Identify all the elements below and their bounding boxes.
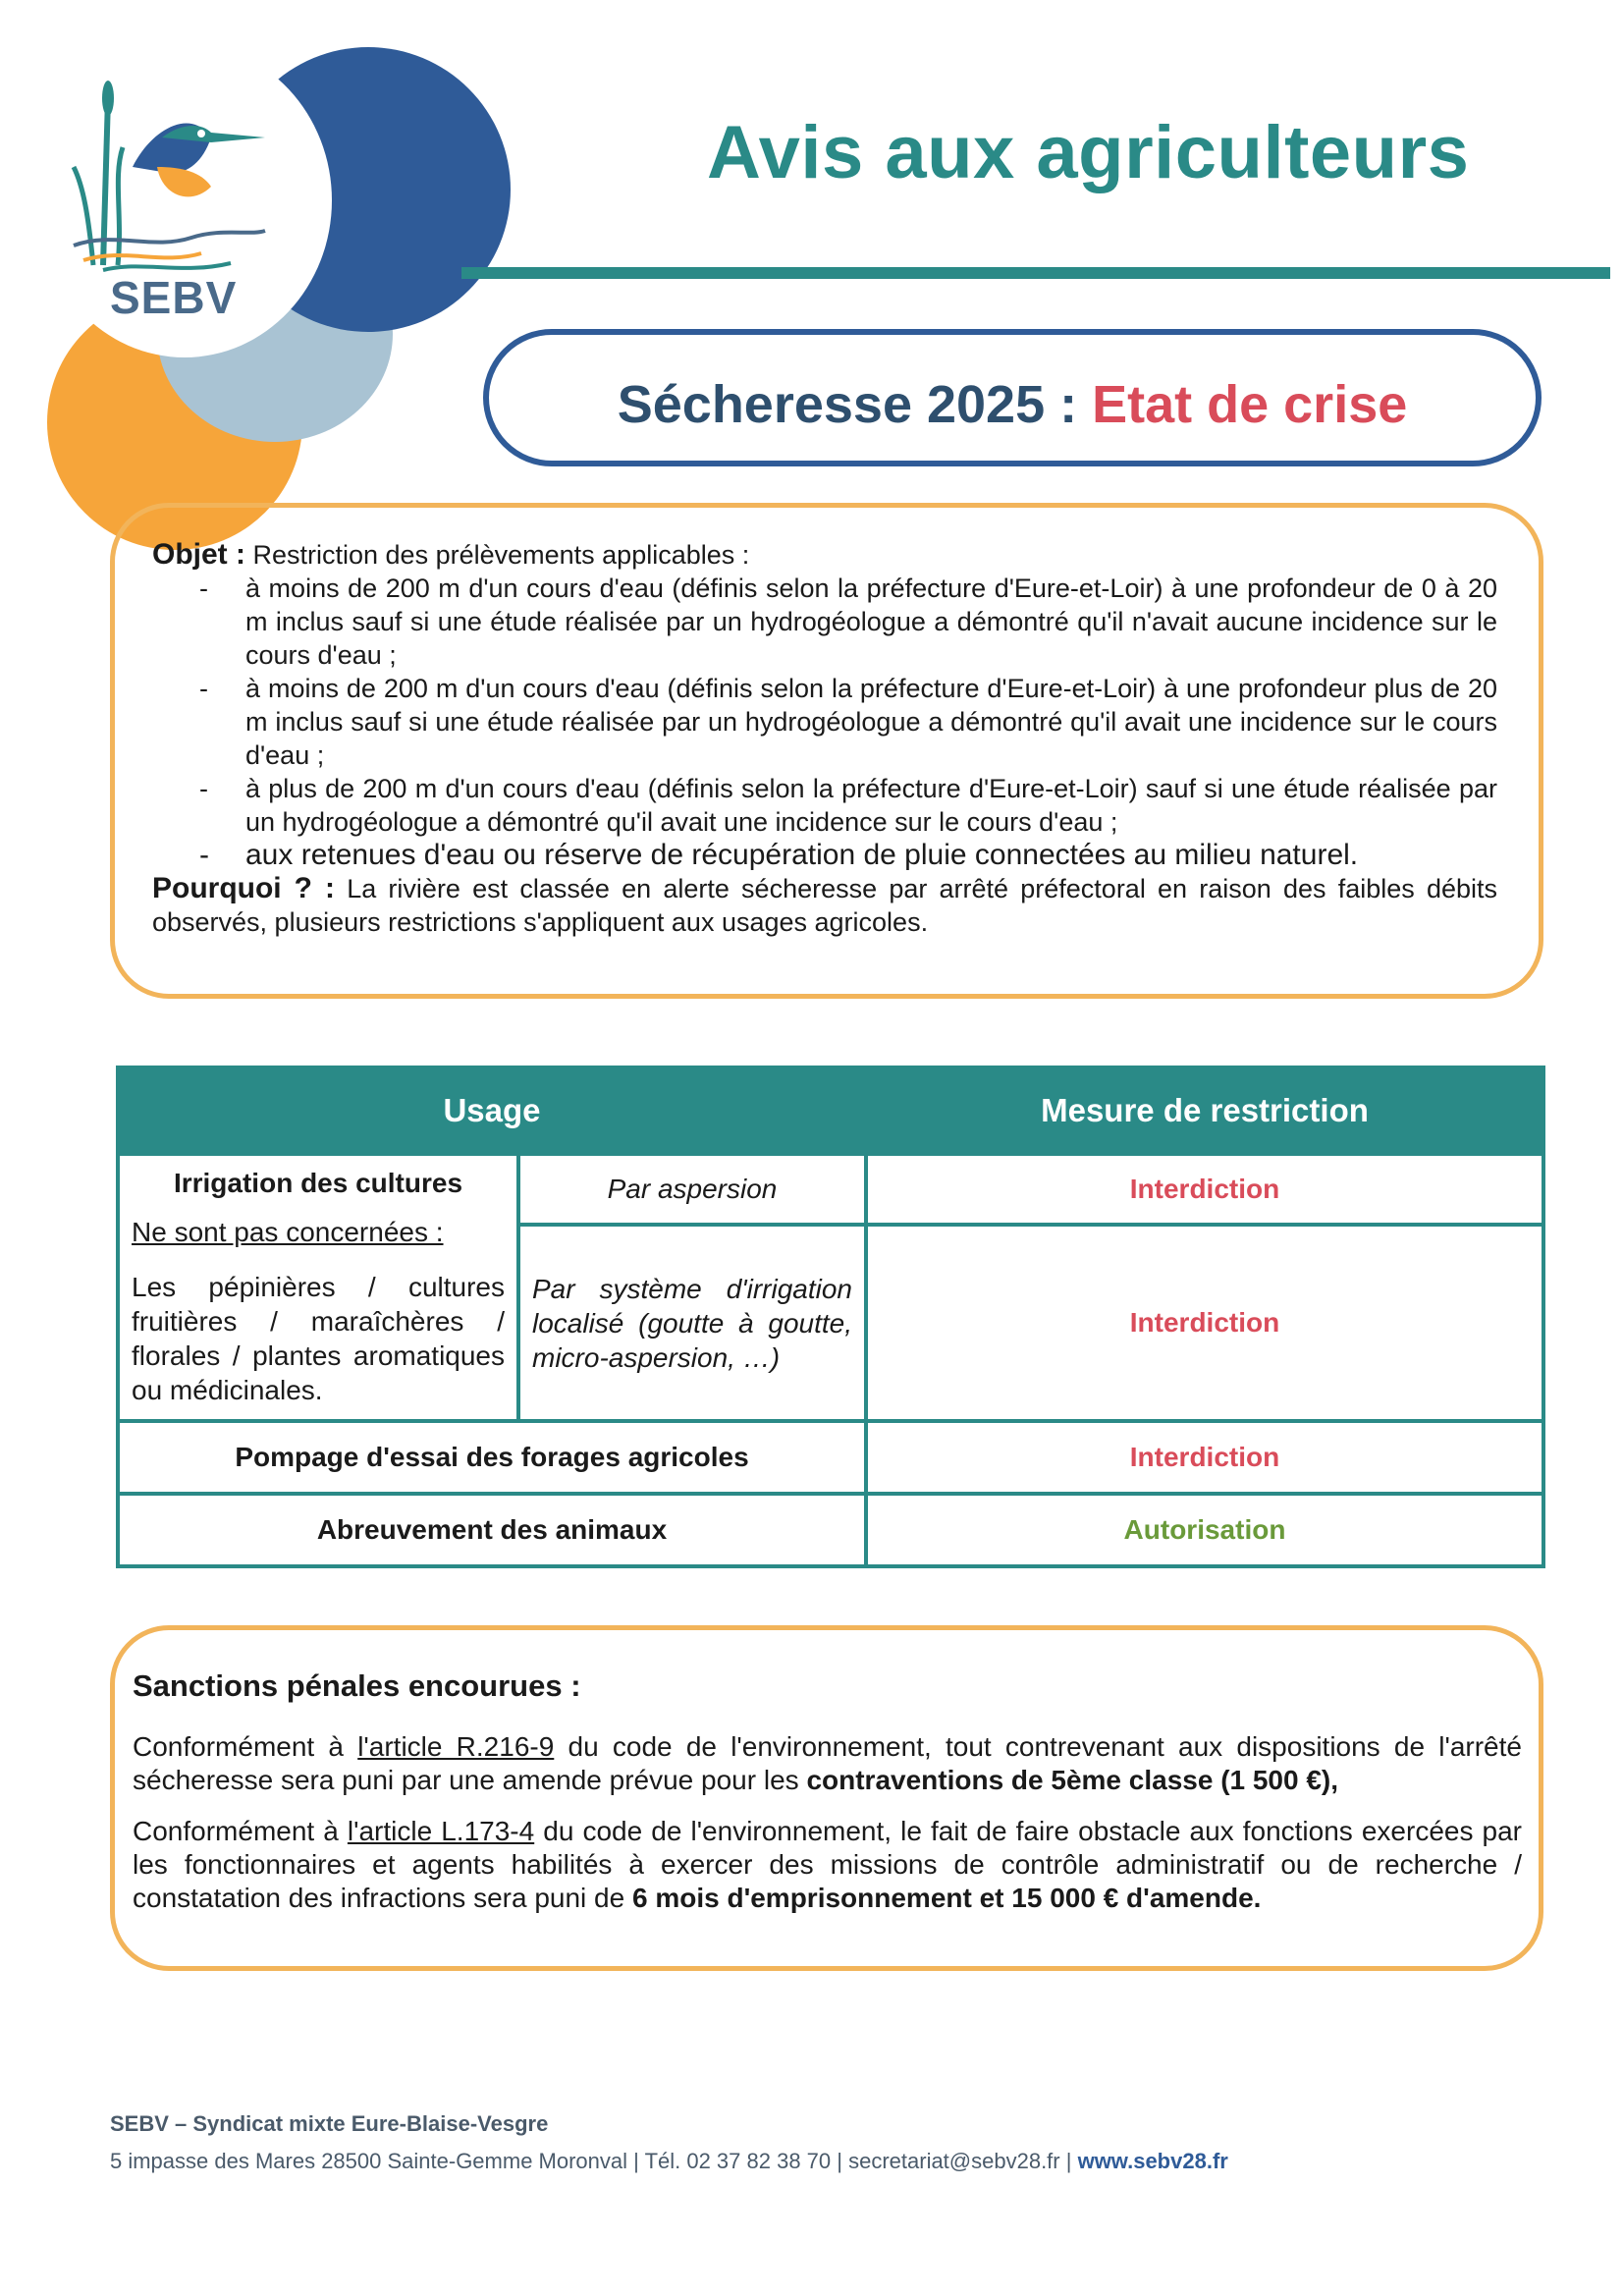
objet-label: Objet : [152,538,245,571]
title-divider [461,267,1610,279]
footer-address: 5 impasse des Mares 28500 Sainte-Gemme Moronval | Tél. 02 37 82 38 70 | secretariat@sebv28.fr | [110,2149,1078,2173]
pompage-mesure: Interdiction [866,1421,1543,1494]
header-mesure: Mesure de restriction [866,1067,1543,1154]
p2-penalty: 6 mois d'emprisonnement et 15 000 € d'amende. [631,1883,1262,1913]
banner-label: Sécheresse 2025 : [617,375,1093,434]
abreuvement-cell: Abreuvement des animaux [118,1494,866,1566]
pourquoi-text: La rivière est classée en alerte sécheresse par arrêté préfectoral en raison des faibles débits observés, plusieurs restrictions s'appliquent aux usages agricoles. [152,874,1497,937]
irrigation-exceptions: Les pépinières / cultures fruitières / maraîchères / florales / plantes aromatiques ou médicinales. [132,1272,505,1405]
irrigation-title: Irrigation des cultures [173,1168,463,1198]
sanctions-title: Sanctions pénales encourues : [133,1668,581,1703]
banner-status: Etat de crise [1092,375,1408,434]
header-usage: Usage [118,1067,866,1154]
table-row [118,1421,1543,1494]
page-title: Avis aux agriculteurs [707,111,1470,194]
localise-mesure: Interdiction [866,1225,1543,1421]
abreuvement-mesure: Autorisation [866,1494,1543,1566]
list-item: - à moins de 200 m d'un cours d'eau (définis selon la préfecture d'Eure-et-Loir) à une profondeur de 0 à 20 m inclus sauf si une étude réalisée par un hydrogéologue a démontré qu'il n'avait aucune incidence sur le cours d'eau ; [152,572,1497,672]
table-row [118,1154,1543,1225]
kingfisher-logo-icon [64,69,270,275]
sanctions-paragraph-2 [133,1815,1522,1915]
p1-penalty: contraventions de 5ème classe (1 500 €), [806,1765,1339,1795]
footer-org: SEBV – Syndicat mixte Eure-Blaise-Vesgre [110,2111,549,2136]
objet-section [152,538,1497,939]
aspersion-mesure: Interdiction [866,1154,1543,1225]
footer-website-link[interactable]: www.sebv28.fr [1077,2149,1228,2173]
table-row [118,1494,1543,1566]
p1-text-a: Conformément à [133,1731,358,1762]
p2-text-a: Conformément à [133,1816,348,1846]
list-item: - à moins de 200 m d'un cours d'eau (définis selon la préfecture d'Eure-et-Loir) à une profondeur plus de 20 m inclus sauf si une étude réalisée par un hydrogéologue a démontré qu'il avait une incidence sur le cours d'eau ; [152,672,1497,772]
irrigation-cell [118,1154,518,1421]
table-header-row [118,1067,1543,1154]
logo-wordmark: SEBV [110,272,238,323]
pourquoi-label: Pourquoi ? : [152,872,336,904]
objet-intro-text: Restriction des prélèvements applicables : [245,540,750,570]
sanctions-section [133,1669,1522,1933]
list-item: - à plus de 200 m d'un cours d'eau (définis selon la préfecture d'Eure-et-Loir) sauf si une étude réalisée par un hydrogéologue a démontré qu'il avait une incidence sur le cours d'eau ; [152,772,1497,839]
article-l173-4-link[interactable]: l'article L.173-4 [347,1816,535,1846]
localise-cell: Par système d'irrigation localisé (goutte à goutte, micro-aspersion, …) [518,1225,866,1421]
objet-bullets [152,572,1497,872]
p2-text-b: du code de l'environnement, le fait de faire obstacle aux fonctions exercées par les fonctionnaires et agents habilités à exercer des missions de contrôle administratif ou de recherche / constatation des infractions sera puni de [133,1816,1522,1913]
list-item: - aux retenues d'eau ou réserve de récupération de pluie connectées au milieu naturel. [152,839,1497,872]
objet-intro [152,538,1497,572]
footer-contact [110,2149,1228,2174]
irrigation-subtitle: Ne sont pas concernées : [132,1217,444,1247]
status-banner-text [489,374,1536,435]
pourquoi-paragraph [152,872,1497,939]
status-banner [483,329,1542,466]
aspersion-cell: Par aspersion [518,1154,866,1225]
sanctions-paragraph-1 [133,1730,1522,1797]
pompage-cell: Pompage d'essai des forages agricoles [118,1421,866,1494]
article-r216-9-link[interactable]: l'article R.216-9 [357,1731,555,1762]
restriction-table [116,1066,1545,1568]
p1-text-b: du code de l'environnement, tout contrevenant aux dispositions de l'arrêté sécheresse sera puni par une amende prévue pour les [133,1731,1522,1795]
